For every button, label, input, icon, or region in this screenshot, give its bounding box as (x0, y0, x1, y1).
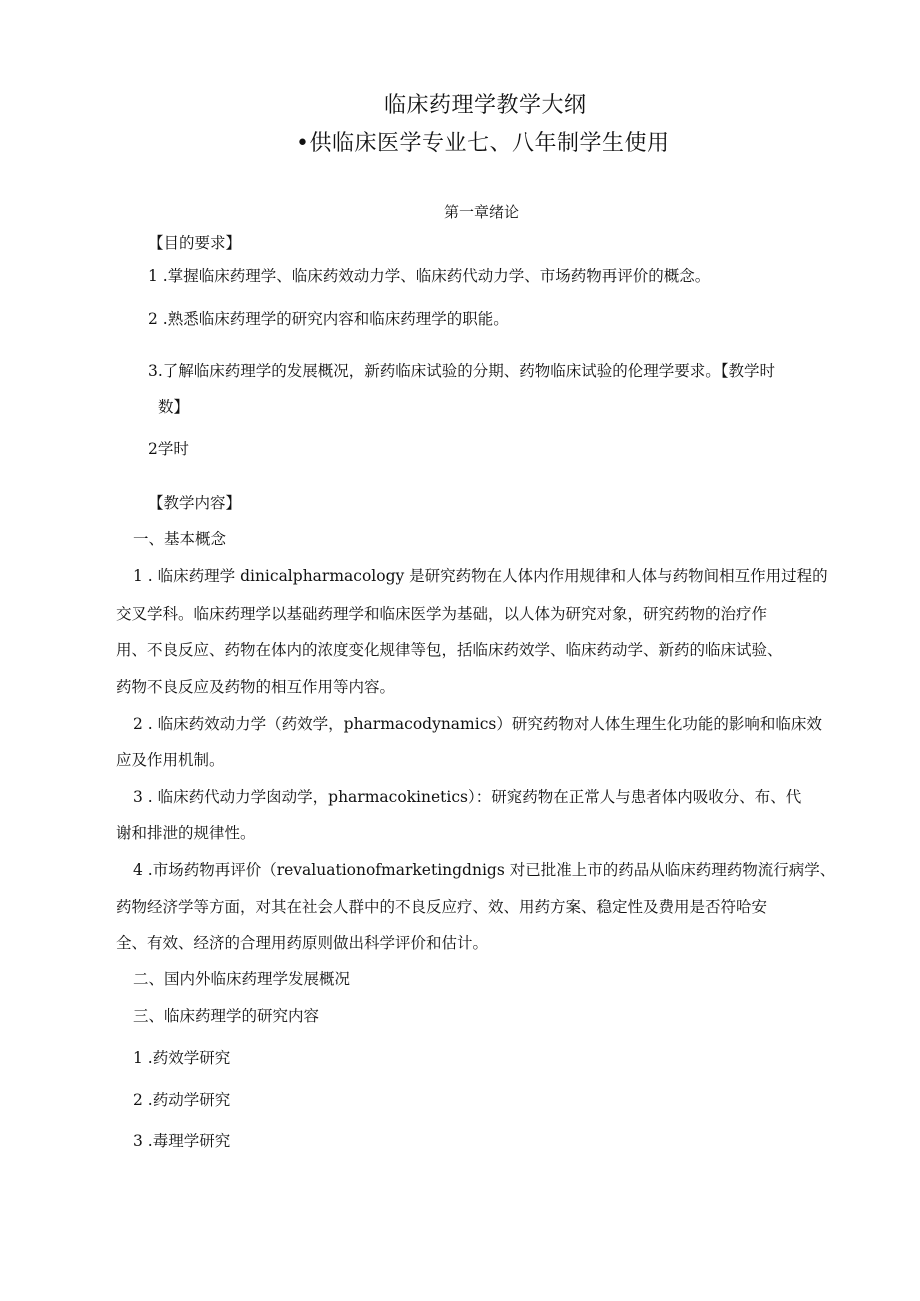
research-item: 1 .药效学研究 (133, 1049, 231, 1067)
paragraph-line: 全、有效、经济的合理用药原则做出科学评价和估计。 (116, 934, 489, 952)
content-label: 【教学内容】 (148, 494, 242, 512)
paragraph-line: 1 . 临床药理学 dinicalpharmacology 是研究药物在人体内作用规律和人体与药物间相互作用过程的 (133, 567, 828, 585)
objective-item: 3.了解临床药理学的发展概况，新药临床试验的分期、药物临床试验的伦理学要求。【教学时 (148, 362, 776, 380)
paragraph-line: 药物不良反应及药物的相互作用等内容。 (116, 678, 396, 696)
section-heading: 二、国内外临床药理学发展概况 (133, 970, 351, 988)
paragraph-line: 4 .市场药物再评价（revaluationofmarketingdnigs 对已批准上市的药品从临床药理药物流行病学、 (133, 861, 836, 879)
objective-item-continued: 数】 (158, 398, 190, 416)
teaching-hours: 2学时 (148, 440, 189, 458)
paragraph-line: 2 . 临床药效动力学（药效学，pharmacodynamics）研究药物对人体生理生化功能的影响和临床效 (133, 715, 822, 733)
section-heading: 三、临床药理学的研究内容 (133, 1007, 320, 1025)
paragraph-line: 用、不良反应、药物在体内的浓度变化规律等包，括临床药效学、临床药动学、新药的临床试验、 (116, 641, 783, 659)
document-title: 临床药理学教学大纲 (384, 93, 587, 118)
paragraph-line: 药物经济学等方面，对其在社会人群中的不良反应疗、效、用药方案、稳定性及费用是否符哈安 (116, 898, 768, 916)
document-subtitle: •供临床医学专业七、八年制学生使用 (296, 131, 670, 156)
section-heading: 一、基本概念 (133, 530, 227, 548)
paragraph-line: 谢和排泄的规律性。 (116, 824, 256, 842)
objective-item: 2 .熟悉临床药理学的研究内容和临床药理学的职能。 (148, 310, 509, 328)
research-item: 3 .毒理学研究 (133, 1132, 231, 1150)
research-item: 2 .药动学研究 (133, 1091, 231, 1109)
objectives-label: 【目的要求】 (148, 234, 242, 252)
paragraph-line: 应及作用机制。 (116, 751, 225, 769)
paragraph-line: 交叉学科。临床药理学以基础药理学和临床医学为基础，以人体为研究对象，研究药物的治疗作 (116, 605, 768, 623)
chapter-heading: 第一章绪论 (444, 203, 520, 221)
objective-item: 1 .掌握临床药理学、临床药效动力学、临床药代动力学、市场药物再评价的概念。 (148, 267, 711, 285)
paragraph-line: 3 . 临床药代动力学囱动学，pharmacokinetics）：研窕药物在正常人与患者体内吸收分、布、代 (133, 788, 802, 806)
